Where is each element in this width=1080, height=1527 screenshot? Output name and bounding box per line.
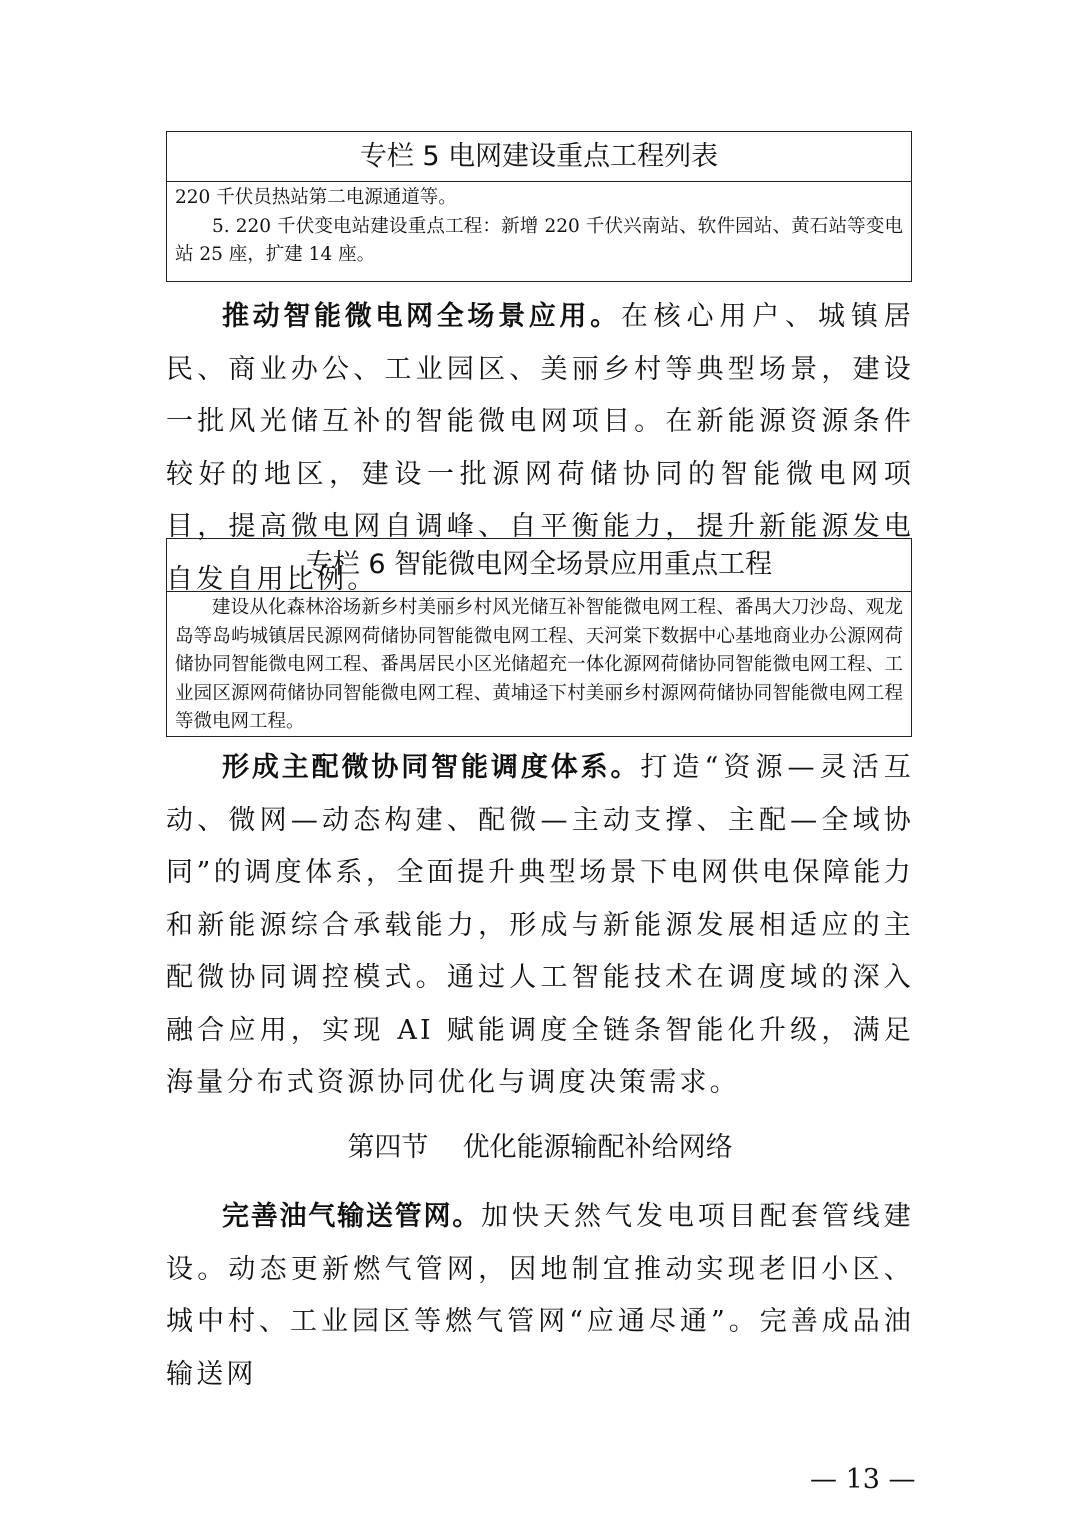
- page-number: — 13 —: [810, 1464, 916, 1495]
- paragraph-pipeline: [166, 1191, 914, 1401]
- paragraph-pipeline-lead: 完善油气输送管网。: [222, 1201, 482, 1232]
- paragraph-microgrid-text: 在核心用户、城镇居民、商业办公、工业园区、美丽乡村等典型场景，建设一批风光储互补的智能微电网项目。在新能源资源条件较好的地区，建设一批源网荷储协同的智能微电网项目，提高微电网自调峰、自平衡能力，提升新能源发电自发自用比例。: [166, 301, 915, 595]
- column-box-5-body: [167, 182, 911, 276]
- paragraph-microgrid-lead: 推动智能微电网全场景应用。: [222, 301, 621, 332]
- paragraph-dispatch: [166, 742, 914, 1110]
- column-box-6: [166, 538, 912, 737]
- section-heading: 第四节 优化能源输配补给网络: [347, 1132, 733, 1163]
- column-box-6-title: 专栏 6 智能微电网全场景应用重点工程: [167, 539, 911, 592]
- paragraph-pipeline-text: 加快天然气发电项目配套管线建设。动态更新燃气管网，因地制宜推动实现老旧小区、城中村、工业园区等燃气管网“应通尽通”。完善成品油输送网: [166, 1201, 914, 1390]
- column-box-5-line-1: 220 千伏员热站第二电源通道等。: [175, 187, 457, 208]
- paragraph-dispatch-text: 打造“资源—灵活互动、微网—动态构建、配微—主动支撑、主配—全域协同”的调度体系，全面提升典型场景下电网供电保障能力和新能源综合承载能力，形成与新能源发展相适应的主配微协同调控模式。通过人工智能技术在调度域的深入融合应用，实现 AI 赋能调度全链条智能化升级，满足海量分布式资源协同优化与调度决策需求。: [166, 752, 914, 1098]
- column-box-6-text: 建设从化森林浴场新乡村美丽乡村风光储互补智能微电网工程、番禺大刀沙岛、观龙岛等岛屿城镇居民源网荷储协同智能微电网工程、天河棠下数据中心基地商业办公源网荷储协同智能微电网工程、番禺居民小区光储超充一体化源网荷储协同智能微电网工程、工业园区源网荷储协同智能微电网工程、黄埔迳下村美丽乡村源网荷储协同智能微电网工程等微电网工程。: [175, 597, 903, 732]
- column-box-5: [166, 131, 912, 282]
- column-box-6-body: [167, 592, 911, 743]
- column-box-5-title: 专栏 5 电网建设重点工程列表: [167, 132, 911, 182]
- paragraph-dispatch-lead: 形成主配微协同智能调度体系。: [222, 752, 641, 783]
- column-box-5-line-2: 5. 220 千伏变电站建设重点工程：新增 220 千伏兴南站、软件园站、黄石站等变电站 25 座，扩建 14 座。: [175, 215, 903, 265]
